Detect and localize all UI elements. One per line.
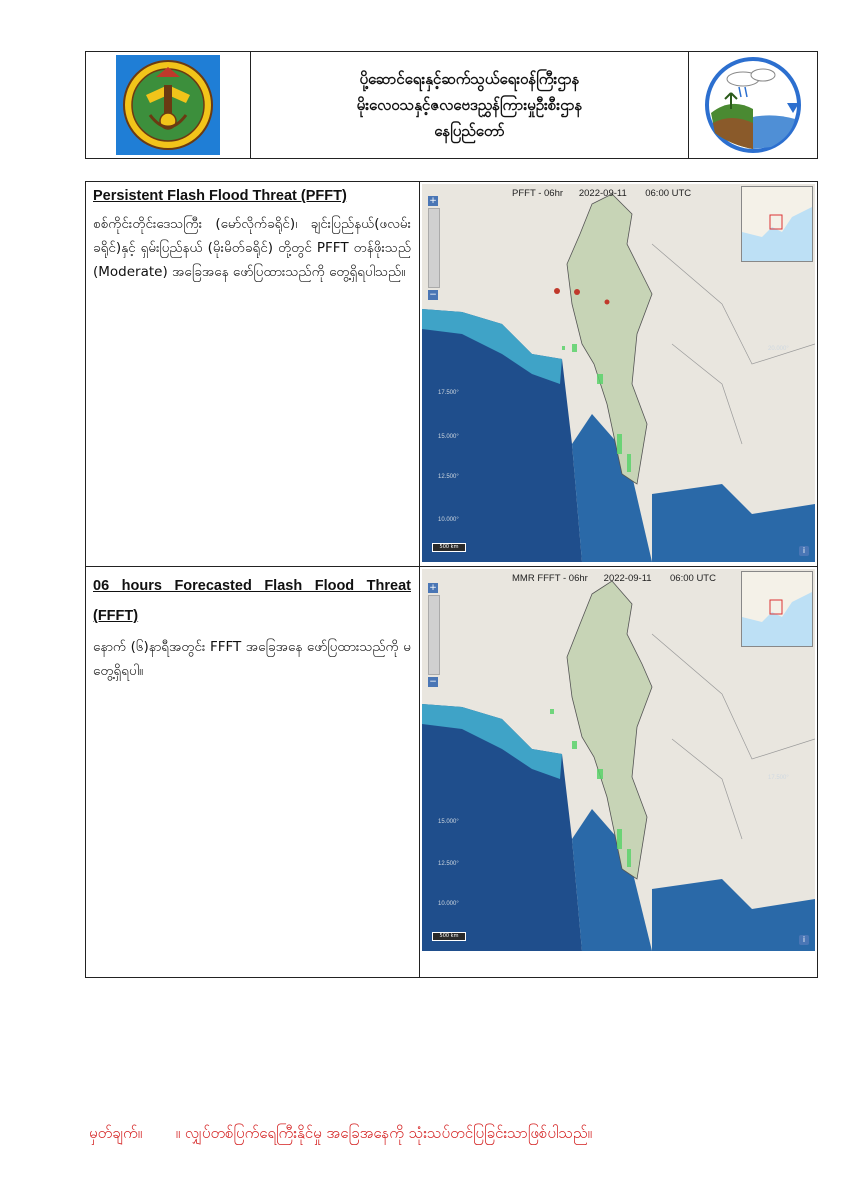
ffft-overview-inset[interactable] [741, 571, 813, 647]
right-logo-cell [688, 52, 817, 158]
ffft-map-caption: MMR FFFT - 06hr 2022-09-11 06:00 UTC [512, 573, 716, 584]
map-scale-bar: 500 km [432, 543, 466, 552]
lat-label: 15.000° [438, 819, 459, 825]
document-header [85, 51, 818, 159]
pfft-text-cell [86, 182, 420, 566]
header-ministry-line: ပို့ဆောင်ရေးနှင့်ဆက်သွယ်ရေးဝန်ကြီးဌာန [359, 70, 580, 88]
info-icon[interactable]: i [799, 935, 809, 945]
water-cycle-logo [701, 53, 805, 157]
lat-label: 20.000° [768, 346, 789, 352]
pfft-heading: Persistent Flash Flood Threat (PFFT) [93, 188, 347, 204]
ffft-map[interactable] [422, 569, 815, 951]
header-title-block [251, 52, 688, 158]
pfft-map-cell [420, 182, 817, 566]
ffft-map-cell [420, 567, 817, 977]
left-logo-cell [86, 52, 251, 158]
zoom-in-button[interactable]: + [429, 583, 437, 593]
header-city-line: နေပြည်တော် [434, 122, 505, 140]
lat-label: 10.000° [438, 901, 459, 907]
zoom-out-button[interactable]: − [429, 290, 437, 300]
zoom-in-button[interactable]: + [429, 196, 437, 206]
lat-label: 17.500° [438, 390, 459, 396]
ffft-row [86, 567, 817, 977]
map-scale-bar: 500 km [432, 932, 466, 941]
ministry-emblem-logo [116, 55, 220, 155]
info-icon[interactable]: i [799, 546, 809, 556]
overview-map-graphic [742, 187, 812, 261]
content-table [85, 181, 818, 978]
lat-label: 12.500° [438, 474, 459, 480]
lat-label: 10.000° [438, 517, 459, 523]
pfft-body: စစ်ကိုင်းတိုင်းဒေသကြီး (မော်လိုက်ခရိုင်)၊ ချင်းပြည်နယ်(ဖလမ်းခရိုင်)နှင့် ရှမ်းပြည်နယ် (မိုးမိတ်ခရိုင်) တို့တွင် PFFT တန်ဖိုးသည် (Moderate) အခြေအနေ ဖော်ပြထားသည်ကို တွေ့ရှိရပါသည်။ [93, 216, 411, 280]
lat-label: 12.500° [438, 861, 459, 867]
pfft-map[interactable] [422, 184, 815, 562]
footer-note: မှတ်ချက်။ ။ လျှပ်တစ်ပြက်ရေကြီးနိုင်မှု အခြေအနေကို သုံးသပ်တင်ပြခြင်းသာဖြစ်ပါသည်။ [89, 1124, 593, 1142]
lat-label: 17.500° [768, 775, 789, 781]
zoom-slider[interactable] [428, 595, 440, 675]
zoom-out-button[interactable]: − [429, 677, 437, 687]
ffft-heading: 06 hours Forecasted Flash Flood Threat (FFFT) [93, 578, 411, 624]
pfft-row [86, 182, 817, 567]
pfft-overview-inset[interactable] [741, 186, 813, 262]
zoom-slider[interactable] [428, 208, 440, 288]
ffft-text-cell [86, 567, 420, 977]
ffft-body: နောက် (၆)နာရီအတွင်း FFFT အခြေအနေ ဖော်ပြထားသည်ကို မတွေ့ရှိရပါ။ [93, 639, 411, 679]
header-department-line: မိုးလေဝသနှင့်ဇလဗေဒညွှန်ကြားမှုဦးစီးဌာန [356, 96, 583, 114]
lat-label: 15.000° [438, 434, 459, 440]
pfft-map-caption: PFFT - 06hr 2022-09-11 06:00 UTC [512, 188, 692, 199]
overview-map-graphic [742, 572, 812, 646]
